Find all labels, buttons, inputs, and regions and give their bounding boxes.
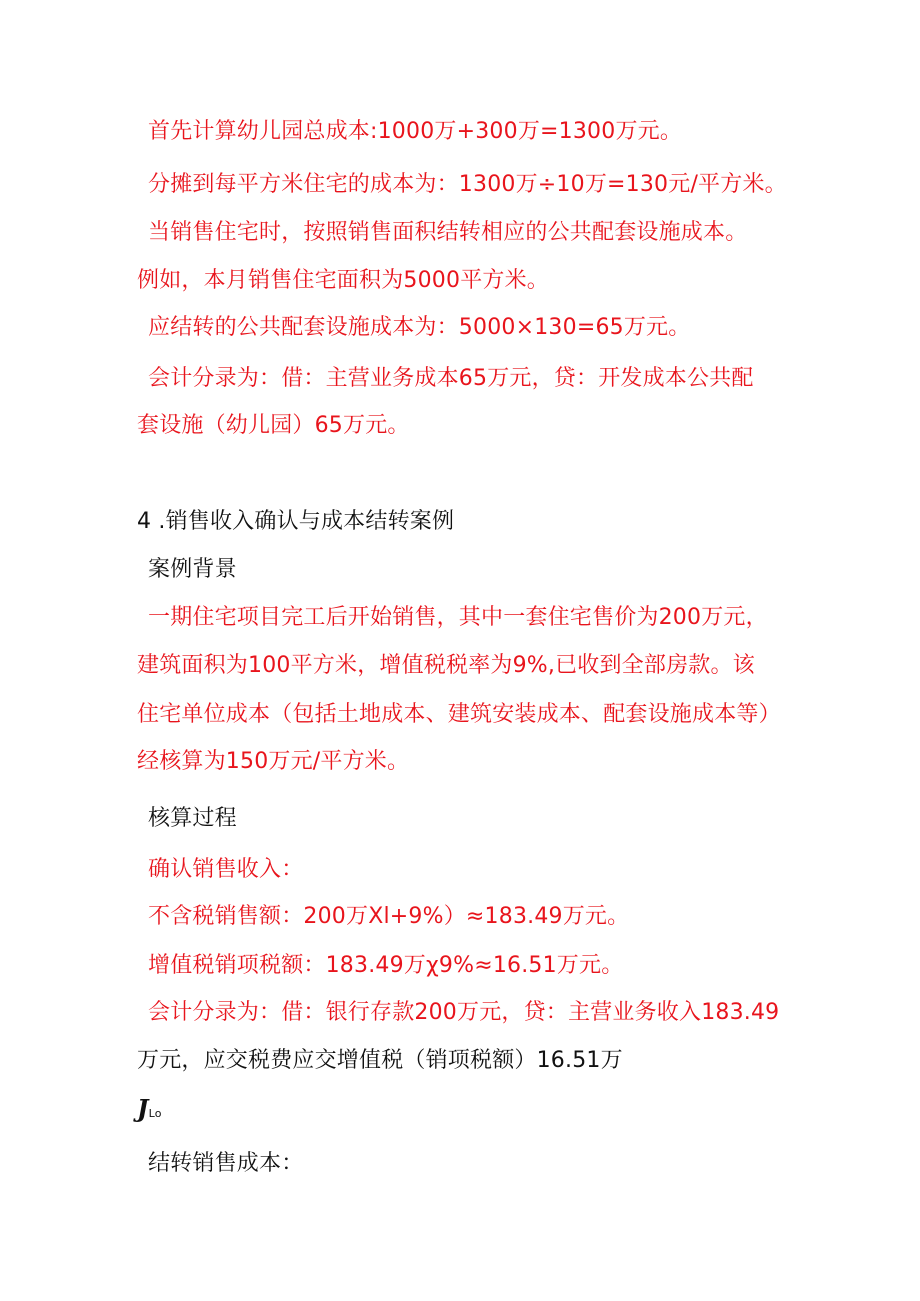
garbled-fragment-main: J xyxy=(137,1094,149,1123)
paragraph-total-cost: 首先计算幼儿园总成本:1000万+300万=1300万元。 xyxy=(148,119,683,144)
background-line4: 经核算为150万元/平方米。 xyxy=(137,749,410,774)
background-line3: 住宅单位成本（包括土地成本、建筑安装成本、配套设施成本等） xyxy=(137,702,781,727)
case-background-title: 案例背景 xyxy=(148,557,237,582)
paragraph-example-area: 例如，本月销售住宅面积为5000平方米。 xyxy=(137,268,549,293)
paragraph-cost-per-sqm: 分摊到每平方米住宅的成本为：1300万÷10万=130元/平方米。 xyxy=(148,172,787,197)
revenue-recognition-title: 确认销售收入： xyxy=(148,857,304,882)
section-heading: 4 .销售收入确认与成本结转案例 xyxy=(137,509,455,534)
output-vat: 增值税销项税额：183.49万χ9%≈16.51万元。 xyxy=(148,953,624,978)
paragraph-transfer-amount: 应结转的公共配套设施成本为：5000×130=65万元。 xyxy=(148,315,691,340)
revenue-journal-entry-line1: 会计分录为：借：银行存款200万元，贷：主营业务收入183.49 xyxy=(148,1000,780,1025)
revenue-excl-tax: 不含税销售额：200万Xl+9%）≈183.49万元。 xyxy=(148,904,630,929)
garbled-fragment-small: Lo xyxy=(148,1107,162,1120)
cost-transfer-title: 结转销售成本： xyxy=(148,1151,304,1176)
process-title: 核算过程 xyxy=(148,806,237,831)
background-line1: 一期住宅项目完工后开始销售，其中一套住宅售价为200万元， xyxy=(148,605,768,630)
paragraph-journal-entry-line1: 会计分录为：借：主营业务成本65万元，贷：开发成本公共配 xyxy=(148,366,754,391)
paragraph-cost-transfer-rule: 当销售住宅时，按照销售面积结转相应的公共配套设施成本。 xyxy=(148,220,748,245)
revenue-journal-entry-line2: 万元，应交税费应交增值税（销项税额）16.51万 xyxy=(137,1048,623,1073)
background-line2: 建筑面积为100平方米，增值税税率为9%,已收到全部房款。该 xyxy=(137,653,755,678)
garbled-fragment xyxy=(137,1094,162,1129)
paragraph-journal-entry-line2: 套设施（幼儿园）65万元。 xyxy=(137,413,410,438)
